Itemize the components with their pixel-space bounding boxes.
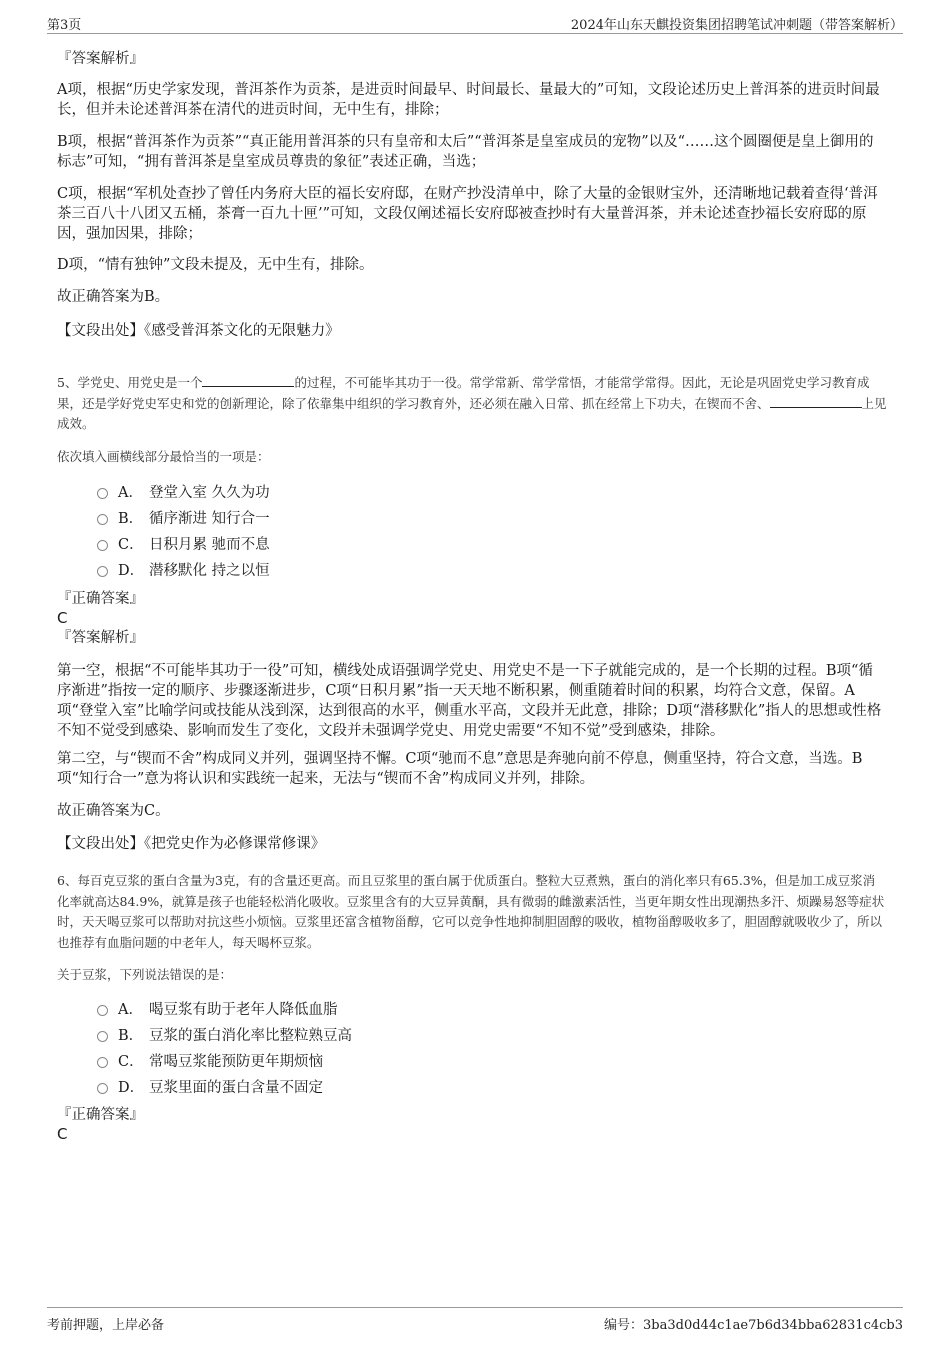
answer-label: 『正确答案』 xyxy=(57,591,144,607)
question-stem: 5、学党史、用党史是一个 的过程，不可能毕其功于一役。常学常新、常学常悟，才能常学常得。因此，无论是巩固党史学习教育成果，还是学好党史军史和党的创新理论，除了依靠集中组织的学习教育外，还必须在融入日常、抓在经常上下功夫，在锲而不舍、 上见成效。 xyxy=(57,375,887,431)
option-d[interactable]: D． 豆浆里面的蛋白含量不固定 xyxy=(97,1078,323,1098)
option-b[interactable]: B． 豆浆的蛋白消化率比整粒熟豆高 xyxy=(97,1026,352,1046)
footer-divider xyxy=(47,1307,903,1308)
question-stem: 6、每百克豆浆的蛋白含量为3克，有的含量还更高。而且豆浆里的蛋白属于优质蛋白。整粒大豆煮熟，蛋白的消化率只有65.3%，但是加工成豆浆消化率就高达84.9%，就算是孩子也能轻松消化吸收。豆浆里含有的大豆异黄酮，具有微弱的雌激素活性，当更年期女性出现潮热多汗、烦躁易怒等症状时，天天喝豆浆可以帮助对抗这些小烦恼。豆浆里还富含植物甾醇，它可以竞争性地抑制胆固醇的吸收，植物甾醇吸收多了，胆固醇就吸收少了，所以也推荐有血脂问题的中老年人，每天喝杯豆浆。 xyxy=(57,873,885,950)
question-prompt: 依次填入画横线部分最恰当的一项是： xyxy=(57,449,270,464)
analysis-label: 『答案解析』 xyxy=(57,51,144,67)
analysis-paragraph: 第一空，根据“不可能毕其功于一役”可知，横线处成语强调学党史、用党史不是一下子就能完成的，是一个长期的过程。B项“循序渐进”指按一定的顺序、步骤逐渐进步，C项“日积月累”指一天天地不断积累，侧重随着时间的积累，均符合文意，保留。A项“登堂入室”比喻学问或技能从浅到深，达到很高的水平，侧重水平高，文段并无此意，排除；D项“潜移默化”指人的思想或性格不知不觉受到感染、影响而发生了变化，文段并未强调学党史、用党史需要“不知不觉”受到感染，排除。 xyxy=(57,663,882,739)
radio-icon[interactable] xyxy=(97,1057,108,1068)
document-title: 2024年山东天麒投资集团招聘笔试冲刺题（带答案解析） xyxy=(570,18,903,33)
conclusion: 故正确答案为B。 xyxy=(57,289,170,305)
correct-answer: C xyxy=(57,1125,68,1143)
conclusion: 故正确答案为C。 xyxy=(57,803,170,819)
answer-label: 『正确答案』 xyxy=(57,1107,144,1123)
correct-answer: C xyxy=(57,609,68,627)
radio-icon[interactable] xyxy=(97,1031,108,1042)
radio-icon[interactable] xyxy=(97,540,108,551)
document-code: 编号：3ba3d0d44c1ae7b6d34bba62831c4cb3 xyxy=(604,1318,903,1333)
source-citation: 【文段出处】《感受普洱茶文化的无限魅力》 xyxy=(57,323,340,339)
radio-icon[interactable] xyxy=(97,1083,108,1094)
analysis-paragraph: B项，根据“普洱茶作为贡茶”“真正能用普洱茶的只有皇帝和太后”“普洱茶是皇室成员的宠物”以及“……这个圆圈便是皇上御用的标志”可知，“拥有普洱茶是皇室成员尊贵的象征”表述正确，当选； xyxy=(57,134,874,170)
source-citation: 【文段出处】《把党史作为必修课常修课》 xyxy=(57,836,326,852)
option-c[interactable]: C． 日积月累 驰而不息 xyxy=(97,535,270,555)
option-b[interactable]: B． 循序渐进 知行合一 xyxy=(97,509,270,529)
fill-blank xyxy=(202,373,294,387)
radio-icon[interactable] xyxy=(97,514,108,525)
radio-icon[interactable] xyxy=(97,566,108,577)
analysis-paragraph: 第二空，与“锲而不舍”构成同义并列，强调坚持不懈。C项“驰而不息”意思是奔驰向前不停息，侧重坚持，符合文意，当选。B项“知行合一”意为将认识和实践统一起来，无法与“锲而不舍”构成同义并列，排除。 xyxy=(57,751,863,787)
option-d[interactable]: D． 潜移默化 持之以恒 xyxy=(97,561,270,581)
header-divider xyxy=(47,33,903,34)
analysis-paragraph: C项，根据“军机处查抄了曾任内务府大臣的福长安府邸，在财产抄没清单中，除了大量的金银财宝外，还清晰地记载着查得‘普洱茶三百八十八团又五桶，茶膏一百九十匣’”可知，文段仅阐述福长安府邸被查抄时有大量普洱茶，并未论述查抄福长安府邸的原因，强加因果，排除； xyxy=(57,186,878,242)
question-prompt: 关于豆浆，下列说法错误的是： xyxy=(57,967,233,982)
analysis-paragraph: A项，根据“历史学家发现，普洱茶作为贡茶，是进贡时间最早、时间最长、量最大的”可知，文段论述历史上普洱茶的进贡时间最长，但并未论述普洱茶在清代的进贡时间，无中生有，排除； xyxy=(57,82,880,118)
analysis-paragraph: D项，“情有独钟”文段未提及，无中生有，排除。 xyxy=(57,257,374,273)
footer-slogan: 考前押题，上岸必备 xyxy=(47,1318,165,1333)
page-number: 第3页 xyxy=(47,18,82,33)
option-a[interactable]: A． 喝豆浆有助于老年人降低血脂 xyxy=(97,1000,338,1020)
fill-blank xyxy=(770,394,862,408)
radio-icon[interactable] xyxy=(97,1005,108,1016)
option-a[interactable]: A． 登堂入室 久久为功 xyxy=(97,483,270,503)
option-c[interactable]: C． 常喝豆浆能预防更年期烦恼 xyxy=(97,1052,323,1072)
analysis-label: 『答案解析』 xyxy=(57,630,144,646)
radio-icon[interactable] xyxy=(97,488,108,499)
